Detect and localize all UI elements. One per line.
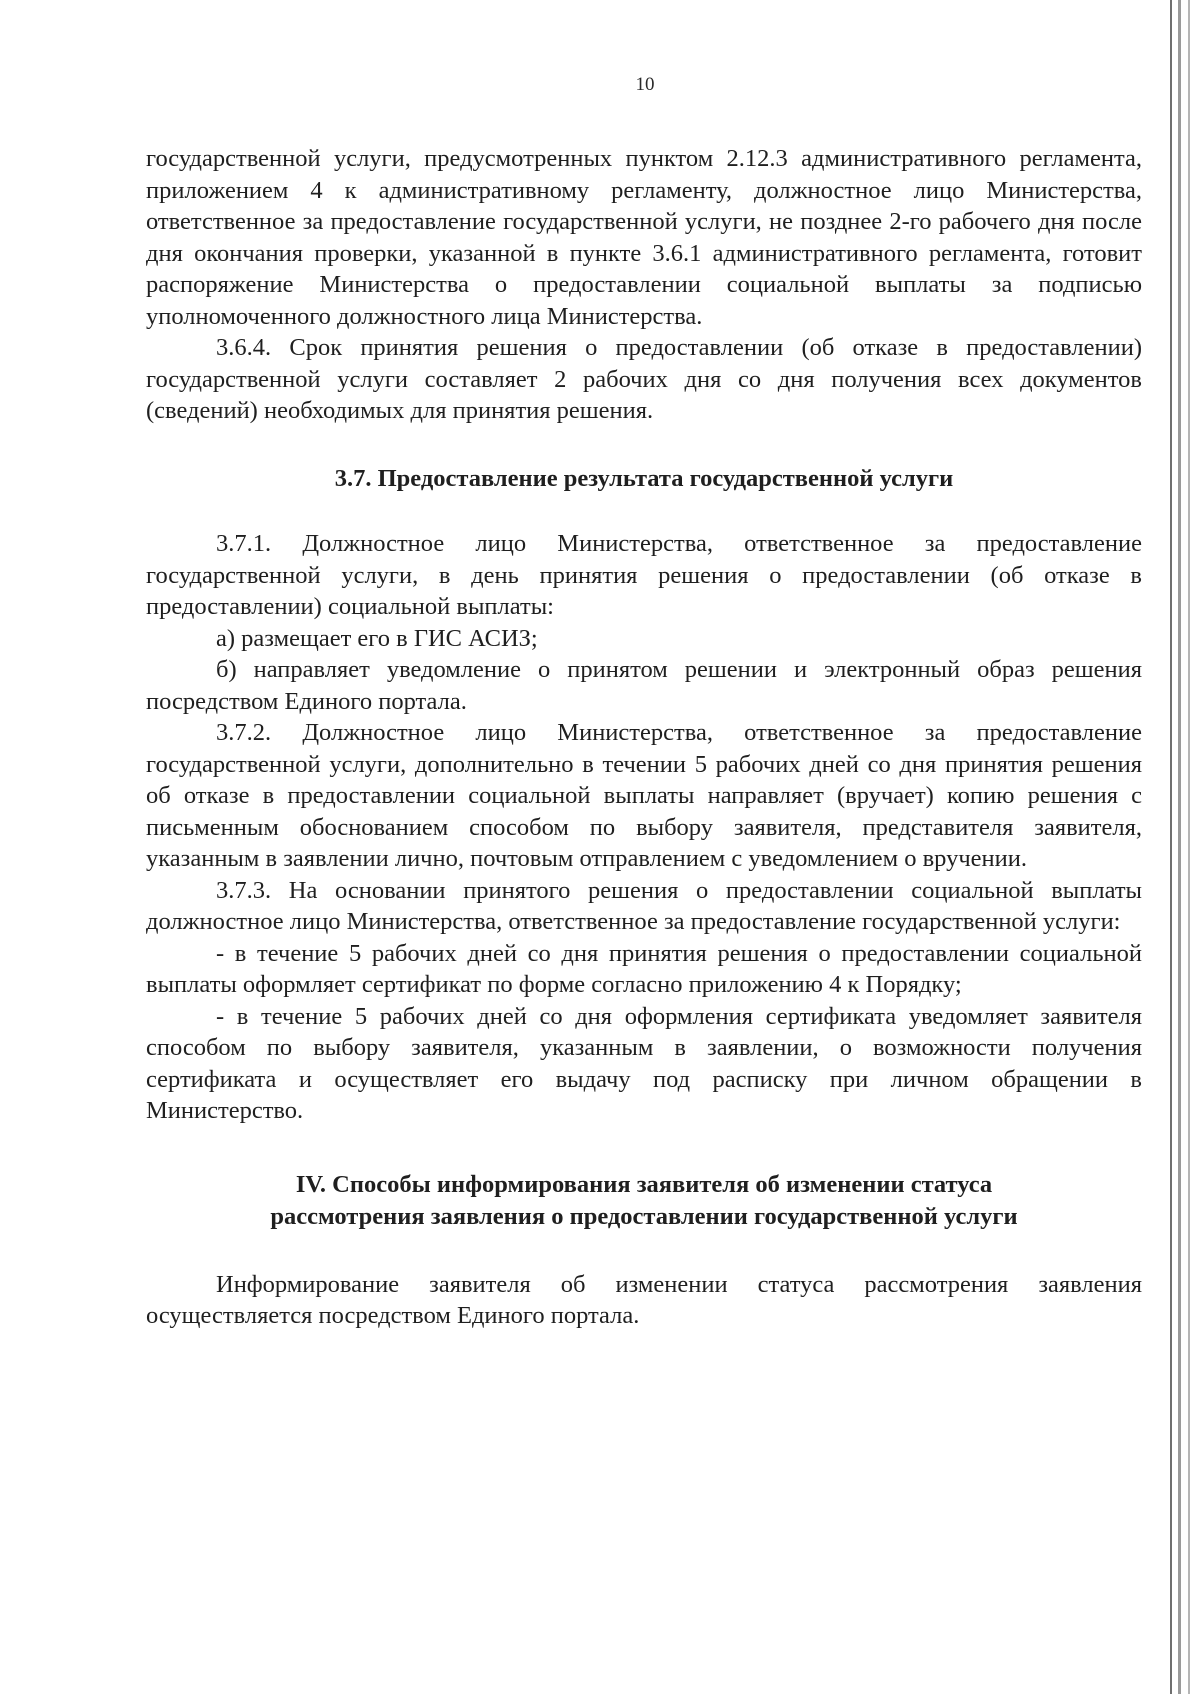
document-body bbox=[146, 143, 1142, 1332]
list-item-dash-2: - в течение 5 рабочих дней со дня оформления сертификата уведомляет заявителя способом по выбору заявителя, указанным в заявлении, о возможности получения сертификата и осуществляет его выдачу под расписку при личном обращении в Министерство. bbox=[146, 1002, 1142, 1124]
section-heading-iv-line1: IV. Способы информирования заявителя об изменении статуса bbox=[295, 1170, 993, 1198]
page-number: 10 bbox=[635, 74, 655, 95]
section-heading-3-7: 3.7. Предоставление результата государственной услуги bbox=[334, 464, 954, 492]
paragraph-3-7-1: 3.7.1. Должностное лицо Министерства, ответственное за предоставление государственной услуги, в день принятия решения о предоставлении (об отказе в предоставлении) социальной выплаты: bbox=[146, 530, 1142, 620]
list-item-dash-1: - в течение 5 рабочих дней со дня принятия решения о предоставлении социальной выплаты оформляет сертификат по форме согласно приложению 4 к Порядку; bbox=[146, 939, 1142, 998]
paragraph-continuation: государственной услуги, предусмотренных пунктом 2.12.3 административного регламента, приложением 4 к административному регламенту, должностное лицо Министерства, ответственное за предоставление государственной услуги, не позднее 2-го рабочего дня после дня окончания проверки, указанной в пункте 3.6.1 административного регламента, готовит распоряжение Министерства о предоставлении социальной выплаты за подписью уполномоченного должностного лица Министерства. bbox=[146, 145, 1142, 330]
list-item-a: а) размещает его в ГИС АСИЗ; bbox=[216, 624, 538, 652]
scan-edge-line bbox=[1170, 0, 1172, 1694]
scan-edge-line bbox=[1188, 0, 1190, 1694]
paragraph-informing: Информирование заявителя об изменении статуса рассмотрения заявления осуществляется посредством Единого портала. bbox=[146, 1270, 1142, 1329]
list-item-b: б) направляет уведомление о принятом решении и электронный образ решения посредством Единого портала. bbox=[146, 656, 1142, 715]
section-heading-iv bbox=[146, 1169, 1142, 1233]
paragraph-3-6-4: 3.6.4. Срок принятия решения о предоставлении (об отказе в предоставлении) государственной услуги составляет 2 рабочих дня со дня получения всех документов (сведений) необходимых для принятия решения. bbox=[146, 334, 1142, 424]
section-heading-iv-line2: рассмотрения заявления о предоставлении государственной услуги bbox=[270, 1202, 1018, 1230]
paragraph-3-7-2: 3.7.2. Должностное лицо Министерства, ответственное за предоставление государственной услуги, дополнительно в течении 5 рабочих дней со дня принятия решения об отказе в предоставлении социальной выплаты направляет (вручает) копию решения с письменным обоснованием способом по выбору заявителя, представителя заявителя, указанным в заявлении лично, почтовым отправлением с уведомлением о вручении. bbox=[146, 719, 1142, 872]
paragraph-3-7-3: 3.7.3. На основании принятого решения о предоставлении социальной выплаты должностное лицо Министерства, ответственное за предоставление государственной услуги: bbox=[146, 876, 1142, 935]
scan-edge-line bbox=[1178, 0, 1181, 1694]
